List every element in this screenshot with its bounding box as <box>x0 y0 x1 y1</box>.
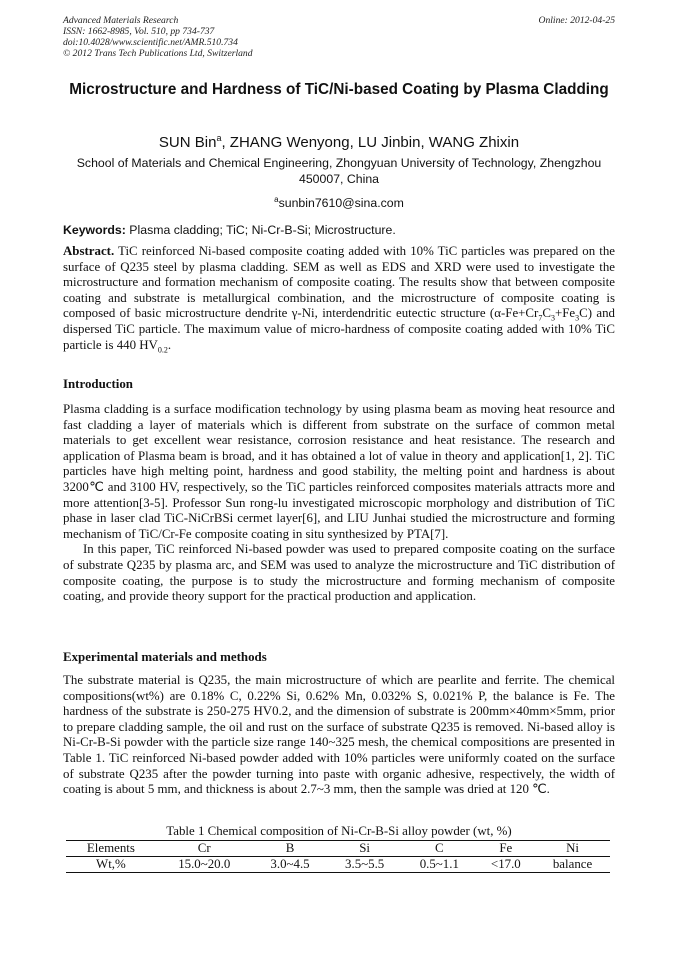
abstract-text-1: TiC reinforced Ni-based composite coating added with 10% TiC particles was prepared on the surface of Q235 steel by plasma cladding. SEM as well as EDS and XRD were used to investigate the microstructure and formation mechanism of composite coating. The results show that between composite coating and substrate is metallurgical combination, and the microstructure of composite coating is composed of basic microstructure dendrite γ-Ni, interdendritic eutectic structure (α-Fe+Cr <box>63 244 615 321</box>
table-header-cell: Fe <box>477 841 535 857</box>
author-rest: , ZHANG Wenyong, LU Jinbin, WANG Zhixin <box>221 134 520 151</box>
abstract-sub-2: 3 <box>550 313 555 323</box>
doi-line: doi:10.4028/www.scientific.net/AMR.510.734 <box>63 37 238 48</box>
table-header-cell: B <box>253 841 328 857</box>
abstract-sub-4: 0.2 <box>157 345 168 355</box>
table-header-row <box>66 841 610 857</box>
online-date: Online: 2012-04-25 <box>538 15 615 26</box>
table-header-cell: Si <box>327 841 402 857</box>
email-address: sunbin7610@sina.com <box>278 196 404 211</box>
table-header-cell: Elements <box>66 841 156 857</box>
author-first-sup: a <box>216 133 222 143</box>
paper-title: Microstructure and Hardness of TiC/Ni-based Coating by Plasma Cladding <box>69 81 609 98</box>
author-list <box>63 129 615 152</box>
table-caption: Table 1 Chemical composition of Ni-Cr-B-Si alloy powder (wt, %) <box>166 824 512 838</box>
experimental-paragraph-1: The substrate material is Q235, the main microstructure of which are pearlite and ferrite. The chemical compositions(wt%) are 0.18% C, 0.22% Si, 0.62% Mn, 0.032% S, 0.021% P, the balance is Fe. The hardness of the substrate is 250-275 HV0.2, and the dimension of substrate is 200mm×40mm×5mm, prior to prepare cladding sample, the oil and rust on the surface of substrate Q235 is removed. Ni-based alloy is Ni-Cr-B-Si powder with the particle size range 140~325 mesh, the chemical compositions are presented in Table 1. TiC reinforced Ni-based powder added with 10% particles were uniformly coated on the surface of substrate Q235 after the powder turning into paste with organic adhesive, respectively, the width of coating is about 5 mm, and thickness is about 2.7~3 mm, then the sample was dried at 120 ℃. <box>63 673 615 797</box>
intro-paragraph-2: In this paper, TiC reinforced Ni-based powder was used to prepared composite coating on the surface of substrate Q235 by plasma arc, and SEM was used to analyze the microstructure and TiC distribution of composite coating, the purpose is to study the microstructure and forming mechanism of composite coating, and provide theory support for the practical production and application. <box>63 542 615 604</box>
issn-line: ISSN: 1662-8985, Vol. 510, pp 734-737 <box>63 26 215 37</box>
author-email <box>63 192 615 211</box>
journal-header <box>63 15 615 59</box>
introduction-body <box>63 402 615 605</box>
abstract-sub-3: 3 <box>575 313 580 323</box>
table-header-cell: C <box>402 841 477 857</box>
author-first: SUN Bin <box>158 134 217 151</box>
intro-paragraph-1: Plasma cladding is a surface modification technology by using plasma beam as moving heat resource and fast cladding a layer of materials which is different from substrate on the surface of common metal materials to get excellent wear resistance, corrosion resistance and heat resistance. The research and application of Plasma beam is broad, and it has obtained a lot of value in theory and application[1, 2]. TiC particles have high melting point, hardness and good stability, the melting point and hardness is about 3200℃ and 3100 HV, respectively, so the TiC particles reinforced composites materials attracts more and more attention[3-5]. Professor Sun rong-lu investigated microscopic morphology and distribution of TiC phase in laser clad TiC-NiCrBSi cermet layer[6], and LIU Junhai studied the microstructure and forming mechanism of TiC/Cr-Fe composite coating in situ synthesized by PTA[7]. <box>63 402 615 541</box>
keywords-label: Keywords: <box>63 223 126 237</box>
table-cell: balance <box>535 857 610 873</box>
keywords <box>63 222 615 238</box>
journal-name: Advanced Materials Research <box>63 15 179 26</box>
abstract-text-3: +Fe <box>554 306 576 321</box>
abstract <box>63 244 615 353</box>
abstract-text-4: C) and dispersed TiC particle. The maximum value of micro-hardness of composite coating added with 10% TiC particle is 440 HV <box>63 306 615 352</box>
table-cell: Wt,% <box>66 857 156 873</box>
composition-table <box>66 840 610 873</box>
abstract-sub-1: 7 <box>538 313 543 323</box>
experimental-body <box>63 673 615 798</box>
keywords-text: Plasma cladding; TiC; Ni-Cr-B-Si; Microstructure. <box>125 223 396 237</box>
table-cell: 15.0~20.0 <box>156 857 253 873</box>
affiliation: School of Materials and Chemical Engineering, Zhongyuan University of Technology, Zhengzhou 450007, China <box>76 156 602 186</box>
table-header-cell: Ni <box>535 841 610 857</box>
abstract-text-5: . <box>167 337 172 352</box>
table-cell: <17.0 <box>477 857 535 873</box>
abstract-text-2: C <box>542 306 551 321</box>
section-heading-experimental: Experimental materials and methods <box>63 650 267 664</box>
table-cell: 0.5~1.1 <box>402 857 477 873</box>
copyright-line: © 2012 Trans Tech Publications Ltd, Switzerland <box>63 48 253 59</box>
table-cell: 3.0~4.5 <box>253 857 328 873</box>
table-header-cell: Cr <box>156 841 253 857</box>
email-sup: a <box>274 195 279 204</box>
section-heading-introduction: Introduction <box>63 377 133 391</box>
table-row <box>66 857 610 873</box>
abstract-label: Abstract. <box>63 244 115 258</box>
table-cell: 3.5~5.5 <box>327 857 402 873</box>
